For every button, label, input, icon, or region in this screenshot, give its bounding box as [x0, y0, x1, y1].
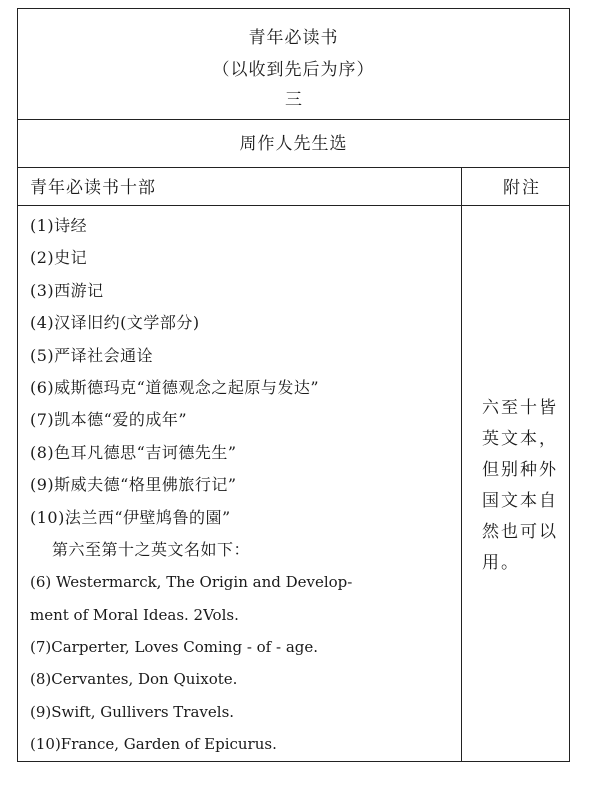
book-list — [30, 210, 462, 761]
divider — [18, 119, 569, 120]
column-header-notes: 附注 — [503, 178, 541, 198]
english-title-line: (9)Swift, Gullivers Travels. — [30, 702, 235, 721]
english-title-line: (7)Carperter, Loves Coming - of - age. — [30, 638, 319, 657]
note-text: 六至十皆英文本，但别种外国文本自然也可以用。 — [482, 398, 558, 573]
title-cell — [18, 9, 569, 119]
list-item: (1)诗经 — [30, 216, 88, 235]
table-title: 青年必读书 — [248, 28, 339, 48]
english-intro: 第六至第十之英文名如下： — [52, 539, 251, 559]
book-list-table — [17, 8, 570, 762]
english-title-line: ment of Moral Ideas. 2Vols. — [30, 605, 239, 624]
list-item: (8)色耳凡德思“吉诃德先生” — [30, 442, 237, 462]
divider — [18, 167, 569, 168]
table-subtitle: （以收到先后为序） — [212, 60, 375, 80]
list-item: (4)汉译旧约(文学部分) — [30, 313, 200, 333]
editor-cell: 周作人先生选 — [239, 134, 348, 154]
list-item: (7)凯本德“爱的成年” — [30, 410, 188, 430]
column-header-books: 青年必读书十部 — [30, 178, 156, 198]
list-item: (6)威斯德玛克“道德观念之起原与发达” — [30, 377, 320, 397]
divider — [18, 205, 569, 206]
list-item: (3)西游记 — [30, 280, 104, 300]
list-item: (9)斯威夫德“格里佛旅行记” — [30, 475, 237, 495]
list-item: (2)史记 — [30, 248, 88, 268]
table-number: 三 — [285, 90, 302, 110]
english-title-line: (6) Westermarck, The Origin and Develop- — [30, 573, 353, 592]
list-item: (5)严译社会通诠 — [30, 345, 154, 365]
list-item: (10)法兰西“伊壁鸠鲁的園” — [30, 507, 231, 527]
english-title-line: (10)France, Garden of Epicurus. — [30, 735, 277, 754]
english-title-line: (8)Cervantes, Don Quixote. — [30, 670, 238, 689]
